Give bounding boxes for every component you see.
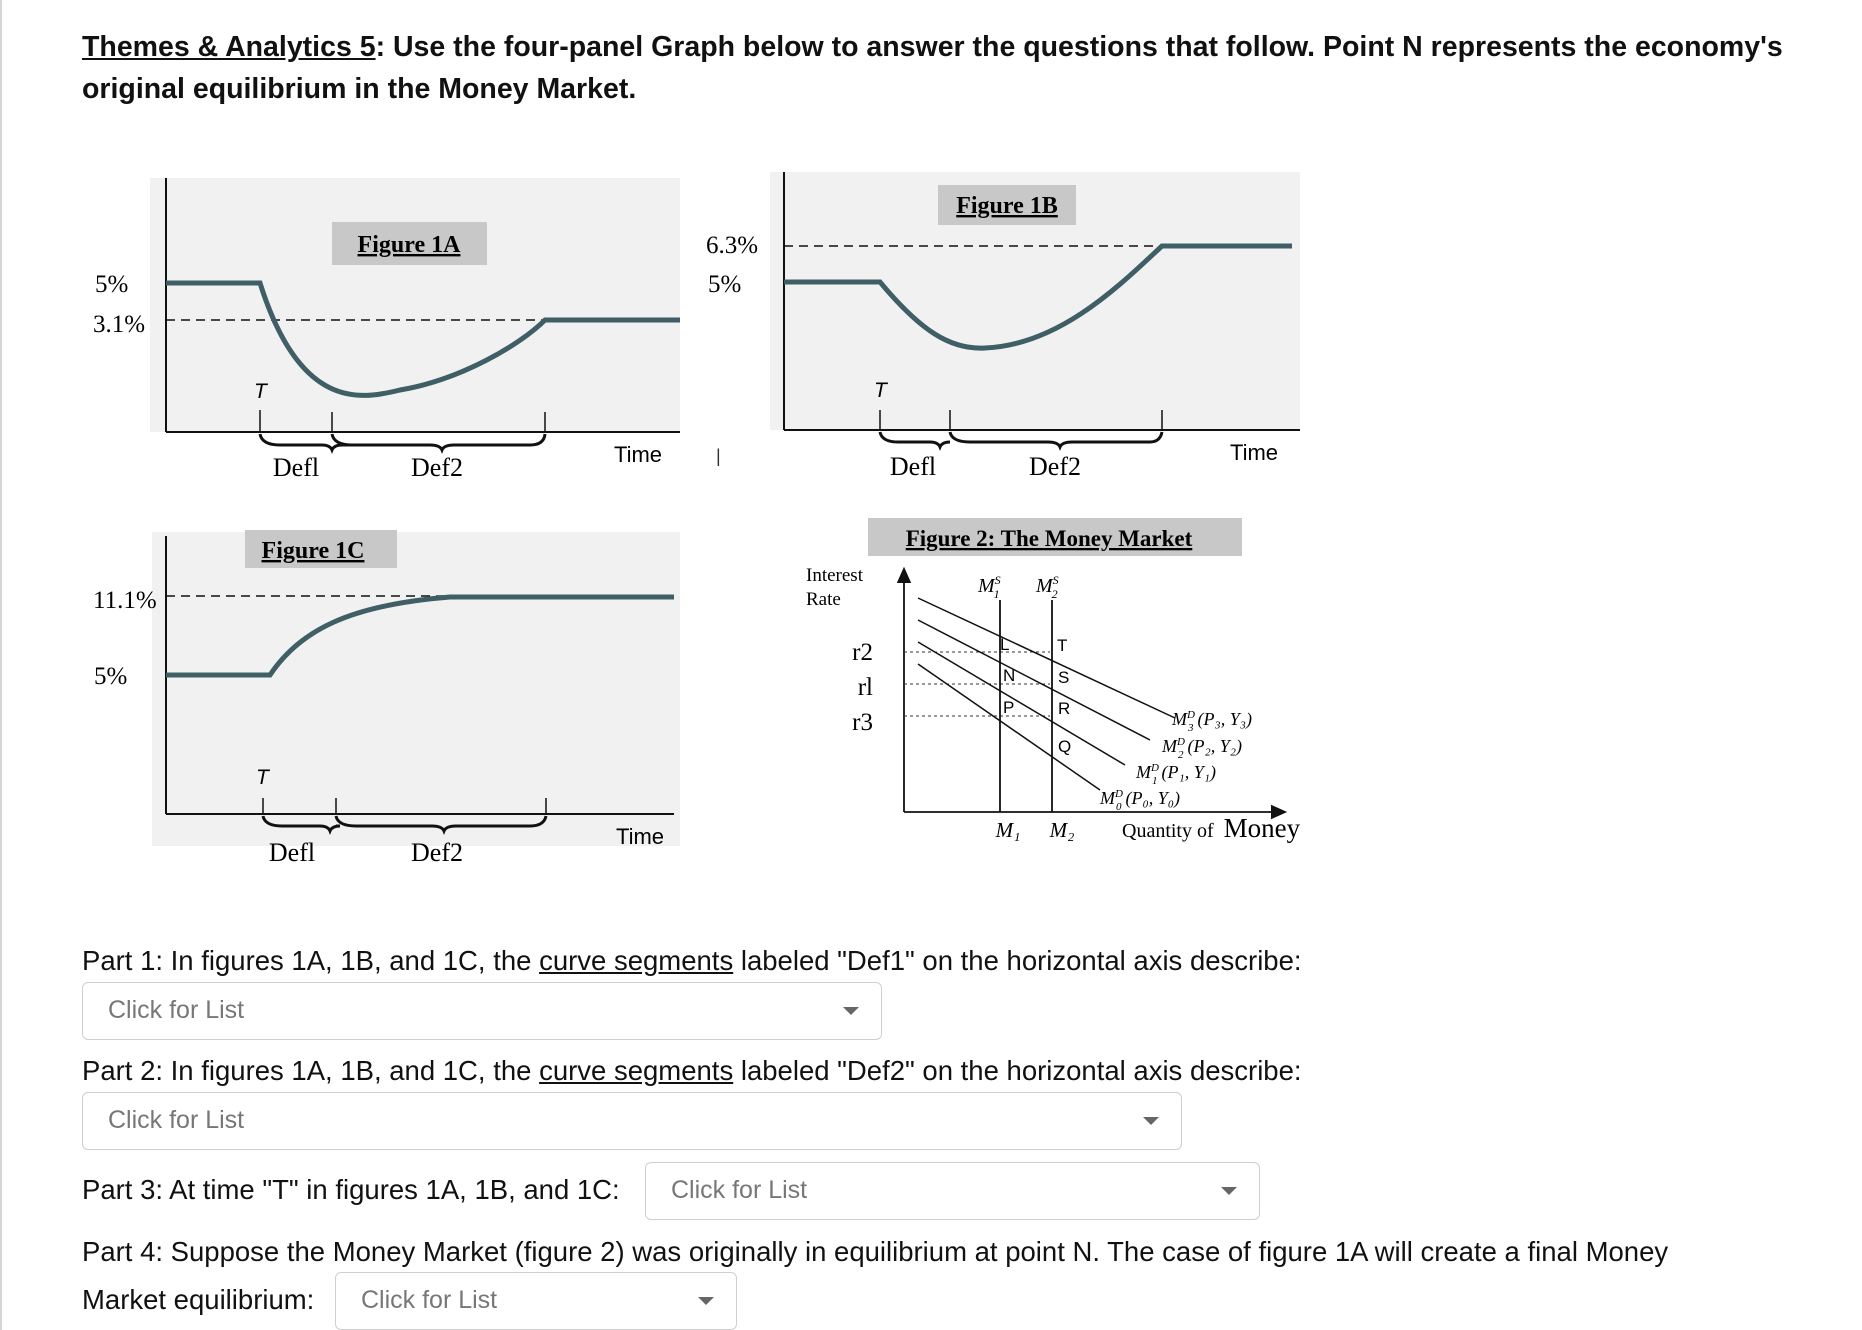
figure-1c-def1: Defl [268, 838, 316, 867]
figure-1b-y-low: 5% [708, 271, 742, 298]
figure-1a-brace-def1 [260, 434, 378, 450]
figure-1a-bg [150, 178, 680, 432]
figure-1a-t-label: T [254, 380, 267, 403]
figure-1a-title: Figure 1A [357, 232, 461, 258]
demand-curve-2 [918, 620, 1150, 740]
part1-question: Part 1: In figures 1A, 1B, and 1C, the curve segments labeled "Def1" on the horizontal axis describe: [82, 945, 1302, 976]
figure-1a-brace-def2 [332, 434, 545, 450]
point-R: R [1058, 699, 1071, 718]
demand-curve-1 [918, 642, 1125, 765]
figure-1b-def1: Defl [889, 452, 937, 481]
figure-1a-def1: Defl [272, 453, 320, 482]
figure-1b-def2: Def2 [1029, 452, 1081, 481]
figure-1c-title: Figure 1C [261, 538, 365, 564]
rate-r2: r2 [852, 639, 873, 666]
demand-label-0: $M^D$ 0 (P₀, Y₀) [1100, 788, 1180, 813]
figure-1a [93, 178, 680, 482]
figure-1c-x-label: Time [615, 824, 665, 849]
part1-dropdown[interactable] [82, 982, 882, 1040]
part4-dropdown[interactable] [335, 1272, 737, 1330]
figure-2-y-label-2: Rate [806, 589, 841, 610]
demand-label-3: $M^D$ 3 (P₃, Y₃) [1172, 709, 1252, 734]
demand-label-1: $M^D$ 1 (P₁, Y₁) [1136, 762, 1216, 787]
figure-1b-brace-def1 [880, 432, 950, 447]
figure-2 [806, 518, 1301, 843]
figure-1a-y-high: 5% [95, 271, 129, 298]
part1-dropdown-value: Click for List [108, 996, 245, 1024]
figure-1b-title: Figure 1B [956, 193, 1058, 219]
x-label-m1: M₁ [995, 818, 1021, 842]
figure-1a-def2: Def2 [411, 453, 463, 482]
figure-1b-brace-def2 [950, 432, 1162, 447]
figure-1b-stray-mark: | [716, 446, 721, 466]
rate-r1: rl [857, 674, 873, 701]
point-T: T [1057, 636, 1068, 655]
figure-1b-y-high: 6.3% [706, 232, 759, 259]
point-Q: Q [1058, 737, 1072, 756]
point-L: L [1000, 635, 1010, 654]
part2-question: Part 2: In figures 1A, 1B, and 1C, the curve segments labeled "Def2" on the horizontal axis describe: [82, 1055, 1302, 1086]
figure-1c-def2: Def2 [411, 838, 463, 867]
chevron-down-icon [698, 1297, 714, 1305]
heading-link: Themes & Analytics 5 [82, 31, 376, 63]
figure-1a-y-low: 3.1% [93, 311, 146, 338]
point-N: N [1003, 666, 1016, 685]
demand-label-2: $M^D$ 2 (P₂, Y₂) [1162, 736, 1242, 761]
part4-question-line2: Market equilibrium: [82, 1284, 315, 1315]
figure-1a-x-label: Time [613, 442, 663, 467]
x-axis-label: Quantity of Money [1122, 813, 1301, 843]
figure-1c-bg [152, 532, 680, 846]
figure-2-y-label-1: Interest [806, 565, 863, 586]
part3-dropdown[interactable] [645, 1162, 1260, 1220]
figure-1b-t-label: T [874, 379, 887, 402]
rate-r3: r3 [852, 709, 873, 736]
part2-dropdown-value: Click for List [108, 1106, 245, 1134]
figure-2-title: Figure 2: The Money Market [905, 526, 1193, 551]
part4-question: Part 4: Suppose the Money Market (figure 2) was originally in equilibrium at point N. The case of figure 1A will create a final Money [82, 1236, 1669, 1267]
figure-1c-y-high: 11.1% [93, 587, 157, 614]
x-label-m2: M₂ [1049, 818, 1075, 842]
figure-1c-y-low: 5% [94, 663, 128, 690]
supply-label-2: $M^S$ 2 [1036, 573, 1059, 601]
heading-text: : Use the four-panel Graph below to answer the questions that follow. Point N represents the economy's original equilibrium in the Money Market. [82, 31, 1783, 105]
part3-dropdown-value: Click for List [671, 1176, 808, 1204]
point-P: P [1003, 698, 1015, 717]
part2-dropdown[interactable] [82, 1092, 1182, 1150]
demand-curve-3 [918, 598, 1175, 718]
point-S: S [1058, 668, 1070, 687]
figure-1c-t-label: T [256, 766, 269, 789]
figure-1b [706, 172, 1300, 481]
part4-dropdown-value: Click for List [361, 1286, 498, 1314]
figure-1c [93, 530, 680, 867]
part1-link: curve segments [539, 945, 734, 976]
supply-label-1: $M^S$ 1 [978, 573, 1001, 601]
chevron-down-icon [1221, 1187, 1237, 1195]
part3-question: Part 3: At time "T" in figures 1A, 1B, and 1C: [82, 1174, 620, 1205]
chevron-down-icon [1143, 1117, 1159, 1125]
figure-1b-x-label: Time [1229, 440, 1279, 465]
chevron-down-icon [843, 1007, 859, 1015]
part2-link: curve segments [539, 1055, 734, 1086]
